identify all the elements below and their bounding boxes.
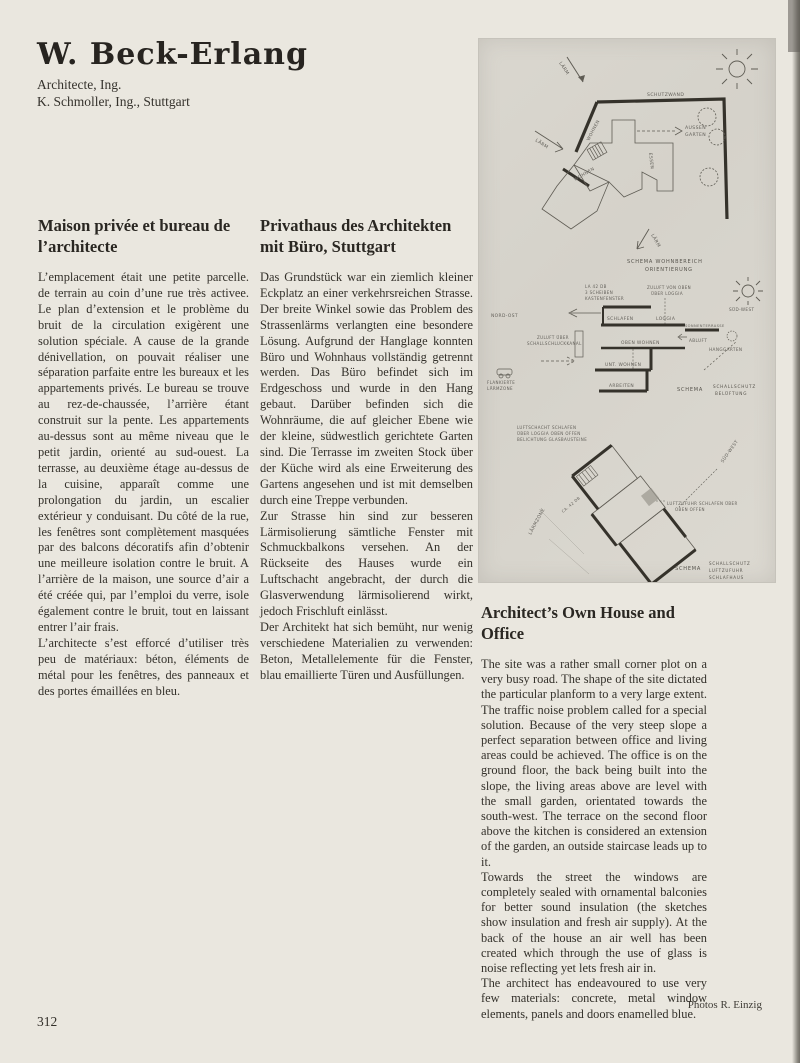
noise-label-1: LÄRM xyxy=(557,61,570,77)
noise-zone-note-2: LÄRMZONE xyxy=(487,386,513,391)
airflow-dashes xyxy=(633,298,665,369)
noise-zone-label: LÄRMZONE xyxy=(528,507,547,536)
tree-scribbles xyxy=(698,108,725,186)
plan-thick-walls xyxy=(566,444,696,582)
site-plan-sketch xyxy=(534,49,758,273)
slope-tree xyxy=(727,331,737,341)
sketch-figure xyxy=(479,39,775,582)
schutzwand-label: SCHUTZWAND xyxy=(647,93,685,98)
french-column xyxy=(38,216,249,699)
panel2-caption-schema: SCHEMA xyxy=(677,387,704,393)
northeast-label: NORD-OST xyxy=(491,314,519,319)
duct-arrow xyxy=(541,357,575,365)
air-shaft-block xyxy=(641,488,659,506)
db-note-1: LA 42 DB xyxy=(585,284,607,289)
shade-strokes xyxy=(539,509,589,574)
upper-living-label: OBEN WOHNEN xyxy=(621,341,660,346)
english-column xyxy=(481,603,707,1022)
dining-label: ESSEN xyxy=(647,152,654,170)
plan-room-a xyxy=(572,445,637,509)
panel3-caption-schema: SCHEMA xyxy=(675,566,702,572)
german-column xyxy=(260,216,473,684)
panel2-caption-line2: BELÜFTUNG xyxy=(715,391,748,396)
german-paragraph-2: Zur Strasse hin sind zur besseren Lärmisolierung sämtliche Fenster mit Schmuckbalkons versehen. An der Rückseite des Hauses wurde ein Luftschacht angebracht, der durch die Glasverwendung lärmisolierend wirkt, jedoch Frischluft einlässt. xyxy=(260,508,473,619)
sleep-label: SCHLAFEN xyxy=(607,317,634,322)
sun-terrace-label: SONNENTERRASSE xyxy=(685,324,725,328)
db-value-label: CA. 42 DB xyxy=(560,495,582,514)
northeast-arrow xyxy=(569,309,601,317)
architectural-sketch-photo xyxy=(478,38,776,583)
page-edge-shadow xyxy=(792,0,800,1063)
subtitle-line-2: K. Schmoller, Ing., Stuttgart xyxy=(37,94,190,109)
rotated-plan xyxy=(566,442,698,582)
supply-air-note-1: ZULUFT VON OBEN xyxy=(647,285,692,290)
db-note-3: KASTENFENSTER xyxy=(585,296,625,301)
airsupply-note-2: OBEN OFFEN xyxy=(675,507,705,512)
slope-garden-label: HANGGARTEN xyxy=(709,347,743,352)
english-heading: Architect’s Own House and Office xyxy=(481,603,675,643)
sun-icon-2 xyxy=(733,277,763,305)
panel1-caption-line1: SCHEMA WOHNBEREICH xyxy=(627,259,703,265)
german-heading: Privathaus des Architekten mit Büro, Stuttgart xyxy=(260,216,452,256)
noise-label-3: LÄRM xyxy=(649,233,661,249)
exhaust-air-label: ABLUFT xyxy=(689,338,708,343)
sun-icon xyxy=(716,49,758,89)
page-corner-shadow xyxy=(788,0,800,52)
southwest-label: SÜD-WEST xyxy=(729,307,755,312)
photo-credit: Photos R. Einzig xyxy=(687,999,762,1011)
english-paragraph-3: The architect has endeavoured to use very few materials: concrete, metal window elements, panels and doors enamelled blue. xyxy=(481,976,707,1021)
duct-note-1: ZULUFT ÜBER xyxy=(537,335,569,340)
loggia-label: LOGGIA xyxy=(656,317,676,322)
noise-label-2: LÄRM xyxy=(533,138,549,151)
panel1-caption-line2: ORIENTIERUNG xyxy=(645,267,693,273)
schutzwand-wall xyxy=(597,99,727,219)
stair-hatch xyxy=(587,142,607,160)
english-paragraph-2: Towards the street the windows are completely sealed with ornamental balconies for better sound insulation (the sketches show insulation and fresh air supply). At the back of the house an air well has been created which through the use of glass is noise reflecting yet lets fresh air in. xyxy=(481,869,707,976)
garden-label-1: AUSSEN xyxy=(685,126,707,131)
car-sketch xyxy=(497,369,512,378)
supply-air-note-2: ÜBER LOGGIA xyxy=(651,291,683,296)
garden-label-2: GARTEN xyxy=(685,133,707,138)
exhaust-arrow xyxy=(678,334,687,340)
architect-subtitle xyxy=(37,76,308,110)
duct-note-2: SCHALLSCHLUCKKANAL xyxy=(527,341,582,346)
garden-arrowhead xyxy=(675,127,682,135)
db-note-2: 3 SCHEIBEN xyxy=(585,290,614,295)
slope-line xyxy=(704,341,737,370)
architect-name-title: W. Beck-Erlang xyxy=(37,37,308,72)
airshaft-note-1: LUFTSCHACHT SCHLAFEN xyxy=(517,425,577,430)
airshaft-note-3: BELICHTUNG GLASBAUSTEINE xyxy=(517,437,588,442)
german-paragraph-3: Der Architekt hat sich bemüht, nur wenig verschiedene Materialien zu verwenden: Beton, Metallelemente für die Fenster, blau emaillierte Türen und Ausfüllungen. xyxy=(260,619,473,682)
panel3-caption-line2: LUFTZUFUHR xyxy=(709,568,744,573)
english-paragraph-1: The site was a rather small corner plot on a very busy road. The shape of the site dictated the particular planform to a very large extent. The traffic noise problem called for a special solution. Because of the very steep slope a perfect separation between office and living areas could be achieved. The office is on the ground floor, the back being built into the slope, the living areas above are level with the small garden, orientated towards the south-west. The terrace on the second floor above the kitchen is considered an extension of the garden, an outside staircase leads up to it. xyxy=(481,657,707,869)
panel3-caption-line3: SCHLAFHAUS xyxy=(709,575,744,580)
airsupply-note-1: LUFTZUFUHR SCHLAFEN ÜBER xyxy=(667,501,738,506)
office-wing-outline xyxy=(542,165,609,229)
panel3-caption-line1: SCHALLSCHUTZ xyxy=(709,561,751,566)
airshaft-note-2: ÜBER LOGGIA OBEN OFFEN xyxy=(517,431,581,436)
living-label-1: WOHNEN xyxy=(586,119,602,142)
section-sketch xyxy=(487,277,763,396)
noise-zone-note-1: FLANKIERTE xyxy=(487,380,516,385)
southwest-label-2: SÜD-WEST xyxy=(720,439,740,465)
work-label: ARBEITEN xyxy=(609,384,635,389)
german-paragraph-1: Das Grundstück war ein ziemlich kleiner Eckplatz an einer verkehrsreichen Strasse. Der breite Winkel sowie das Problem des Strassenlärms verlangten eine besondere Lösung. Aufgrund der Hanglage konnten Büro und Wohnhaus vollständig getrennt werden. Das Büro befindet sich im Erdgeschoss und wurde in den Hang gebaut. Darüber befinden sich die Wohnräume, die auf gleicher Ebene wie der kleine, südwestlich gerichtete Garten sind. Die Terrasse im zweiten Stock über der Küche wird als eine Erweiterung des Gartens angesehen und ist mit demselben durch eine Treppe verbunden. xyxy=(260,270,473,507)
panel2-caption-line1: SCHALLSCHUTZ xyxy=(713,384,757,389)
french-paragraph-1: L’emplacement était une petite parcelle. de terrain au coin d’une rue très activee. Le plan d’extension et le problème du bruit de la circulation exigèrent une solution spéciale. A cause de la grande dénivellation, on pouvait réaliser une séparation parfaite entre les bureaux et les appartements privés. Le bureau se trouve au rez-de-chaussée, l’arrière étant construit sur la pente. Les appartements au-dessus sont au même niveau que le petit jardin, orienté au sud-ouest. La terrasse, au deuxième étage au-dessus de la cuisine, apparaît comme une prolongation du jardin, un escalier extérieur y conduisant. Du côté de la rue, les fenêtres sont complètement masquées par des balcons décoratifs afin d’obtenir une meilleure isolation contre le bruit. A l’arrière de la maison, une source d’air a été créée qui, par l’emploi du verre, isole également contre le bruit, tout en laissant entrer l’air frais. xyxy=(38,270,249,634)
french-paragraph-2: L’architecte s’est efforcé d’utiliser très peu de matériaux: béton, éléments de métal pour les fenêtres, des panneaux et des portes émaillées en bleu. xyxy=(38,635,249,698)
plan-room-b xyxy=(592,476,665,546)
french-heading: Maison privée et bureau de l’architecte xyxy=(38,216,231,256)
page-number: 312 xyxy=(37,1014,58,1029)
floor-plan-sketch xyxy=(517,425,751,582)
subtitle-line-1: Architecte, Ing. xyxy=(37,77,122,92)
lower-living-label: UNT. WOHNEN xyxy=(605,363,642,368)
noise-arrow-3 xyxy=(637,229,649,249)
title-block xyxy=(37,38,308,110)
living-label-2: WOHNEN xyxy=(573,166,596,183)
